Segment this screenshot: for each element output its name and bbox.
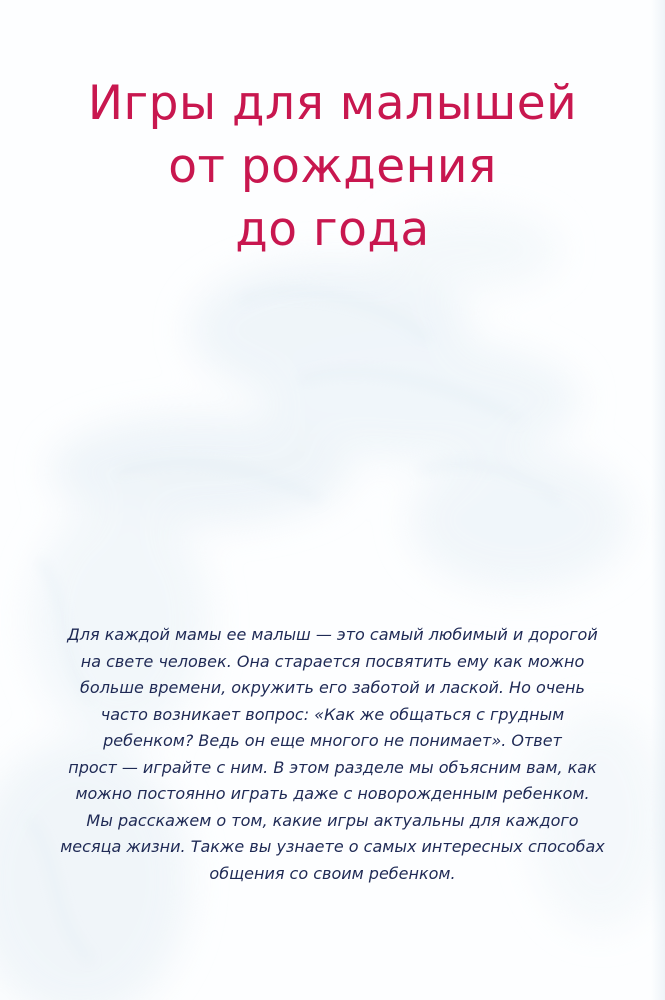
intro-paragraph [22, 622, 643, 887]
intro-line: прост — играйте с ним. В этом разделе мы объясним вам, как [68, 757, 597, 777]
intro-line: месяца жизни. Также вы узнаете о самых интересных способах [60, 837, 605, 856]
chapter-title-line-3: до года [235, 202, 430, 257]
intro-line: часто возникает вопрос: «Как же общаться с грудным [100, 704, 565, 724]
intro-line: больше времени, окружить его заботой и лаской. Но очень [80, 678, 585, 697]
chapter-title-line-1: Игры для малышей [87, 76, 578, 131]
intro-line: Мы расскажем о том, какие игры актуальны для каждого [86, 810, 579, 830]
intro-line: ребенком? Ведь он еще многого не понимает». Ответ [103, 731, 562, 750]
intro-line: общения со своим ребенком. [209, 863, 456, 883]
intro-line: на свете человек. Она старается посвятить ему как можно [80, 651, 585, 671]
chapter-title [0, 72, 665, 261]
intro-line: Для каждой мамы ее малыш — это самый любимый и дорогой [67, 625, 598, 644]
intro-line: можно постоянно играть даже с новорожденным ребенком. [75, 784, 590, 803]
chapter-title-line-2: от рождения [168, 139, 497, 194]
